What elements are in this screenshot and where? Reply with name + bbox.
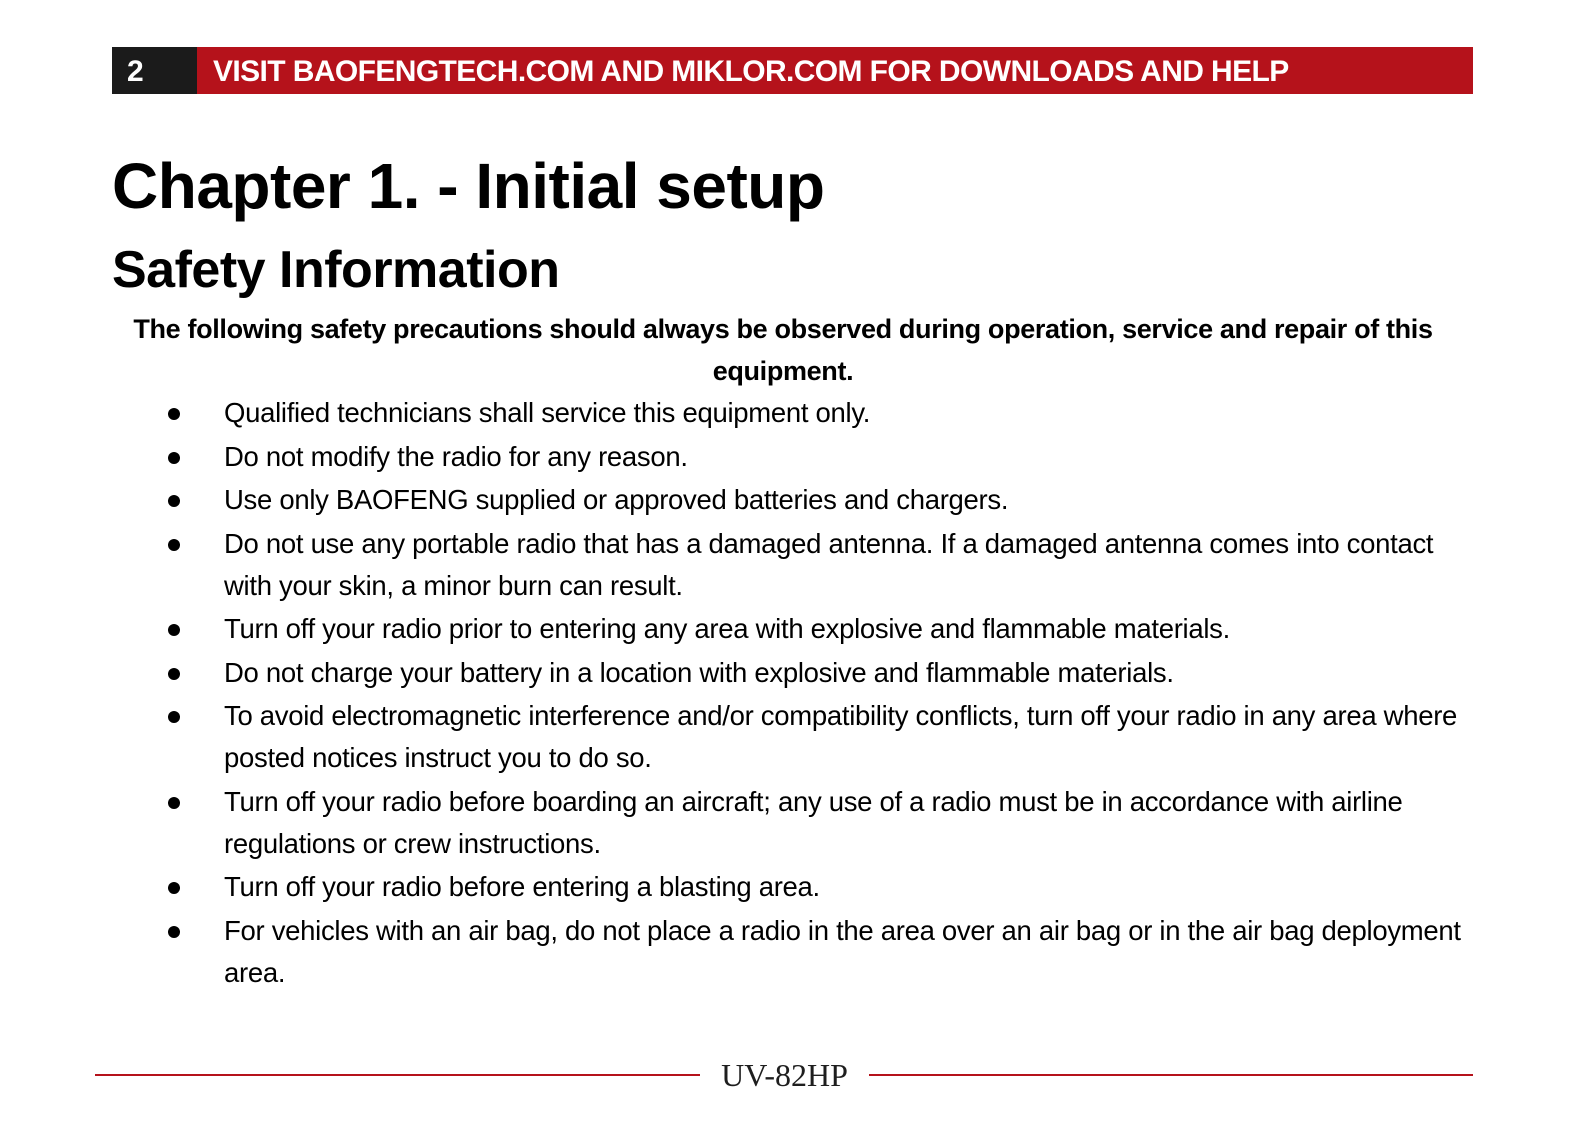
list-item-text: To avoid electromagnetic interference and/or compatibility conflicts, turn off your radio in any area where posted notices instruct you to do so. (224, 700, 1458, 773)
list-item-text: Qualified technicians shall service this equipment only. (224, 397, 871, 428)
footer-rule-left (95, 1074, 700, 1076)
bullet-icon (168, 452, 180, 464)
footer-model: UV-82HP (721, 1057, 848, 1093)
section-title: Safety Information (112, 241, 560, 299)
list-item (112, 866, 1462, 908)
bullet-icon (168, 408, 180, 420)
list-item (112, 781, 1462, 865)
list-item (112, 523, 1462, 607)
chapter-title: Chapter 1. - Initial setup (112, 150, 825, 222)
list-item-text: Do not use any portable radio that has a damaged antenna. If a damaged antenna comes into contact with your skin, a minor burn can result. (224, 527, 1434, 601)
list-item (112, 652, 1462, 694)
bullet-icon (168, 882, 180, 894)
list-item-text: Turn off your radio before entering a blasting area. (224, 871, 820, 902)
list-item-text: Do not charge your battery in a location with explosive and flammable materials. (224, 656, 1174, 688)
list-item-text: Turn off your radio before boarding an aircraft; any use of a radio must be in accordance with airline regulations or crew instructions. (224, 785, 1403, 859)
header-banner: VISIT BAOFENGTECH.COM AND MIKLOR.COM FOR DOWNLOADS AND HELP (197, 47, 1473, 94)
list-item-text: For vehicles with an air bag, do not place a radio in the area over an air bag or in the air bag deployment area. (224, 914, 1461, 988)
footer-rule-right (869, 1074, 1473, 1076)
list-item (112, 910, 1462, 994)
list-item (112, 608, 1462, 650)
bullet-icon (168, 495, 180, 507)
bullet-icon (168, 926, 180, 938)
list-item (112, 392, 1462, 434)
bullet-icon (168, 668, 180, 680)
bullet-icon (168, 797, 180, 809)
page-number: 2 (112, 47, 197, 94)
list-item-text: Do not modify the radio for any reason. (224, 440, 688, 472)
safety-list (112, 392, 1462, 995)
bullet-icon (168, 624, 180, 636)
page-header (112, 47, 1473, 94)
bullet-icon (168, 539, 180, 551)
safety-intro: The following safety precautions should always be observed during operation, service and repair of this equipment. (133, 314, 1433, 386)
page-footer (95, 1052, 1473, 1098)
bullet-icon (168, 711, 180, 723)
list-item-text: Use only BAOFENG supplied or approved batteries and chargers. (224, 484, 1009, 515)
list-item-text: Turn off your radio prior to entering any area with explosive and flammable materials. (224, 613, 1230, 644)
list-item (112, 479, 1462, 521)
list-item (112, 436, 1462, 478)
list-item (112, 695, 1462, 779)
